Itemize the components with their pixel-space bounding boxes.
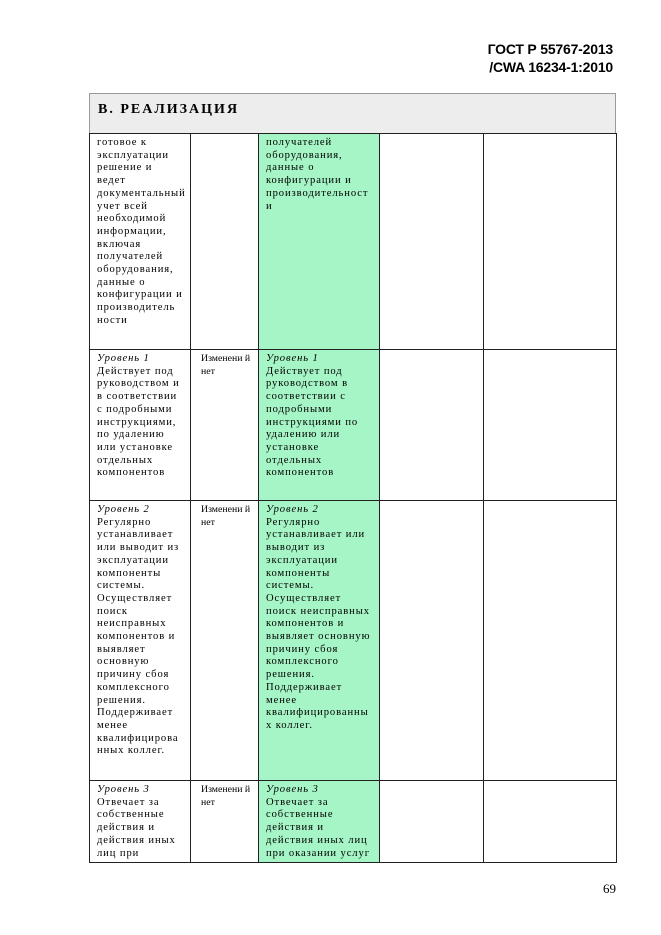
cell-original bbox=[90, 781, 191, 863]
cell-changes: Изменени й нет bbox=[191, 501, 259, 781]
cell-empty bbox=[484, 781, 617, 863]
description: Регулярно устанавливает или выводит из эксплуатации компоненты системы. Осуществляет поиск неисправных компонентов и выявляет основную причину сбоя комплексного решения. Поддерживает менее квалифицирова нных коллег. bbox=[97, 516, 180, 757]
cell-empty bbox=[380, 134, 484, 350]
cell-empty bbox=[380, 501, 484, 781]
cell-empty bbox=[484, 134, 617, 350]
level-label: Уровень 2 bbox=[266, 504, 319, 515]
cell-empty bbox=[484, 350, 617, 501]
standard-number: ГОСТ Р 55767-2013 bbox=[487, 41, 613, 57]
cwa-number: /CWA 16234-1:2010 bbox=[489, 59, 613, 75]
cell-original bbox=[90, 350, 191, 501]
standard-header bbox=[488, 40, 613, 76]
cell-empty bbox=[484, 501, 617, 781]
cell-changes bbox=[191, 134, 259, 350]
cell-original bbox=[90, 501, 191, 781]
description: Отвечает за собственные действия и действия иных лиц при bbox=[97, 796, 176, 859]
table-row bbox=[90, 781, 617, 863]
description: Действует под руководством в соответствии с подробными инструкциями по удалению или установке отдельных компонентов bbox=[266, 365, 359, 479]
cell-empty bbox=[380, 350, 484, 501]
cell-changes: Изменени й нет bbox=[191, 350, 259, 501]
page-number: 69 bbox=[603, 881, 616, 896]
description: Регулярно устанавливает или выводит из эксплуатации компоненты системы. Осуществляет поиск неисправных компонентов и выявляет основную причину сбоя комплексного решения. Поддерживает менее квалифицированны х коллег. bbox=[266, 516, 371, 731]
description: Действует под руководством и в соответствии с подробными инструкциями, по удалению или установке отдельных компонентов bbox=[97, 365, 180, 479]
table-row bbox=[90, 134, 617, 350]
level-label: Уровень 1 bbox=[97, 353, 150, 364]
level-label: Уровень 3 bbox=[97, 784, 150, 795]
cell-revised bbox=[259, 501, 380, 781]
cell-revised bbox=[259, 134, 380, 350]
competence-table bbox=[89, 133, 617, 863]
section-title: B. РЕАЛИЗАЦИЯ bbox=[98, 102, 240, 117]
section-header bbox=[89, 93, 616, 133]
cell-revised bbox=[259, 350, 380, 501]
level-label: Уровень 2 bbox=[97, 504, 150, 515]
cell-original bbox=[90, 134, 191, 350]
description: готовое к эксплуатации решение и ведет документальный учет всей необходимой информации, включая получателей оборудования, данные о конфигурации и производитель ности bbox=[97, 137, 186, 326]
cell-revised bbox=[259, 781, 380, 863]
table-row bbox=[90, 350, 617, 501]
cell-empty bbox=[380, 781, 484, 863]
level-label: Уровень 3 bbox=[266, 784, 319, 795]
table-row bbox=[90, 501, 617, 781]
level-label: Уровень 1 bbox=[266, 353, 319, 364]
description: Отвечает за собственные действия и действия иных лиц при оказании услуг bbox=[266, 796, 370, 859]
description: получателей оборудования, данные о конфигурации и производительност и bbox=[266, 137, 369, 212]
cell-changes: Изменени й нет bbox=[191, 781, 259, 863]
